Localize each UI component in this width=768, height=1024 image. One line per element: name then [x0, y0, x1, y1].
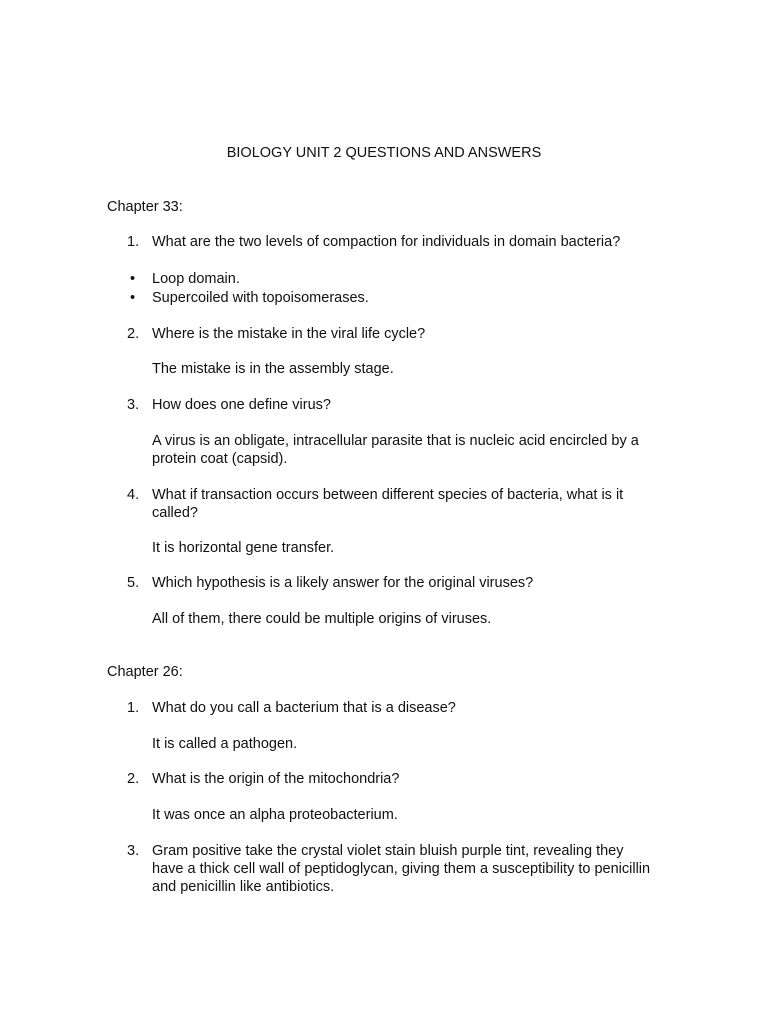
- question-number: 2.: [127, 771, 140, 787]
- bullet-icon: •: [130, 290, 136, 306]
- question-number: 1.: [127, 700, 140, 716]
- question-text: What is the origin of the mitochondria?: [152, 771, 400, 787]
- chapter-33-heading: Chapter 33:: [107, 199, 183, 215]
- bullet-text: Loop domain.: [152, 271, 240, 287]
- ch33-answer-2: The mistake is in the assembly stage.: [152, 361, 394, 377]
- question-text: What are the two levels of compaction for individuals in domain bacteria?: [152, 234, 621, 250]
- question-text: Gram positive take the crystal violet stain bluish purple tint, revealing they have a thick cell wall of peptidoglycan, giving them a susceptibility to penicillin and penicillin like antibiotics.: [152, 843, 651, 895]
- question-number: 4.: [127, 487, 140, 503]
- ch26-answer-2: It was once an alpha proteobacterium.: [152, 807, 398, 823]
- question-text: What do you call a bacterium that is a disease?: [152, 700, 456, 716]
- question-text: What if transaction occurs between different species of bacteria, what is it called?: [152, 487, 624, 521]
- ch33-answer-4: It is horizontal gene transfer.: [152, 540, 335, 556]
- ch33-answer-5: All of them, there could be multiple origins of viruses.: [152, 611, 492, 627]
- question-number: 3.: [127, 843, 140, 859]
- question-number: 2.: [127, 326, 140, 342]
- bullet-text: Supercoiled with topoisomerases.: [152, 290, 369, 306]
- question-text: How does one define virus?: [152, 397, 331, 413]
- question-number: 5.: [127, 575, 140, 591]
- question-number: 1.: [127, 234, 140, 250]
- question-text: Which hypothesis is a likely answer for the original viruses?: [152, 575, 534, 591]
- question-number: 3.: [127, 397, 140, 413]
- document-title: BIOLOGY UNIT 2 QUESTIONS AND ANSWERS: [226, 145, 542, 161]
- chapter-26-heading: Chapter 26:: [107, 664, 183, 680]
- bullet-icon: •: [130, 271, 136, 287]
- ch33-answer-3: A virus is an obligate, intracellular parasite that is nucleic acid encircled by a protein coat (capsid).: [152, 433, 639, 467]
- question-text: Where is the mistake in the viral life cycle?: [152, 326, 426, 342]
- ch26-answer-1: It is called a pathogen.: [152, 736, 298, 752]
